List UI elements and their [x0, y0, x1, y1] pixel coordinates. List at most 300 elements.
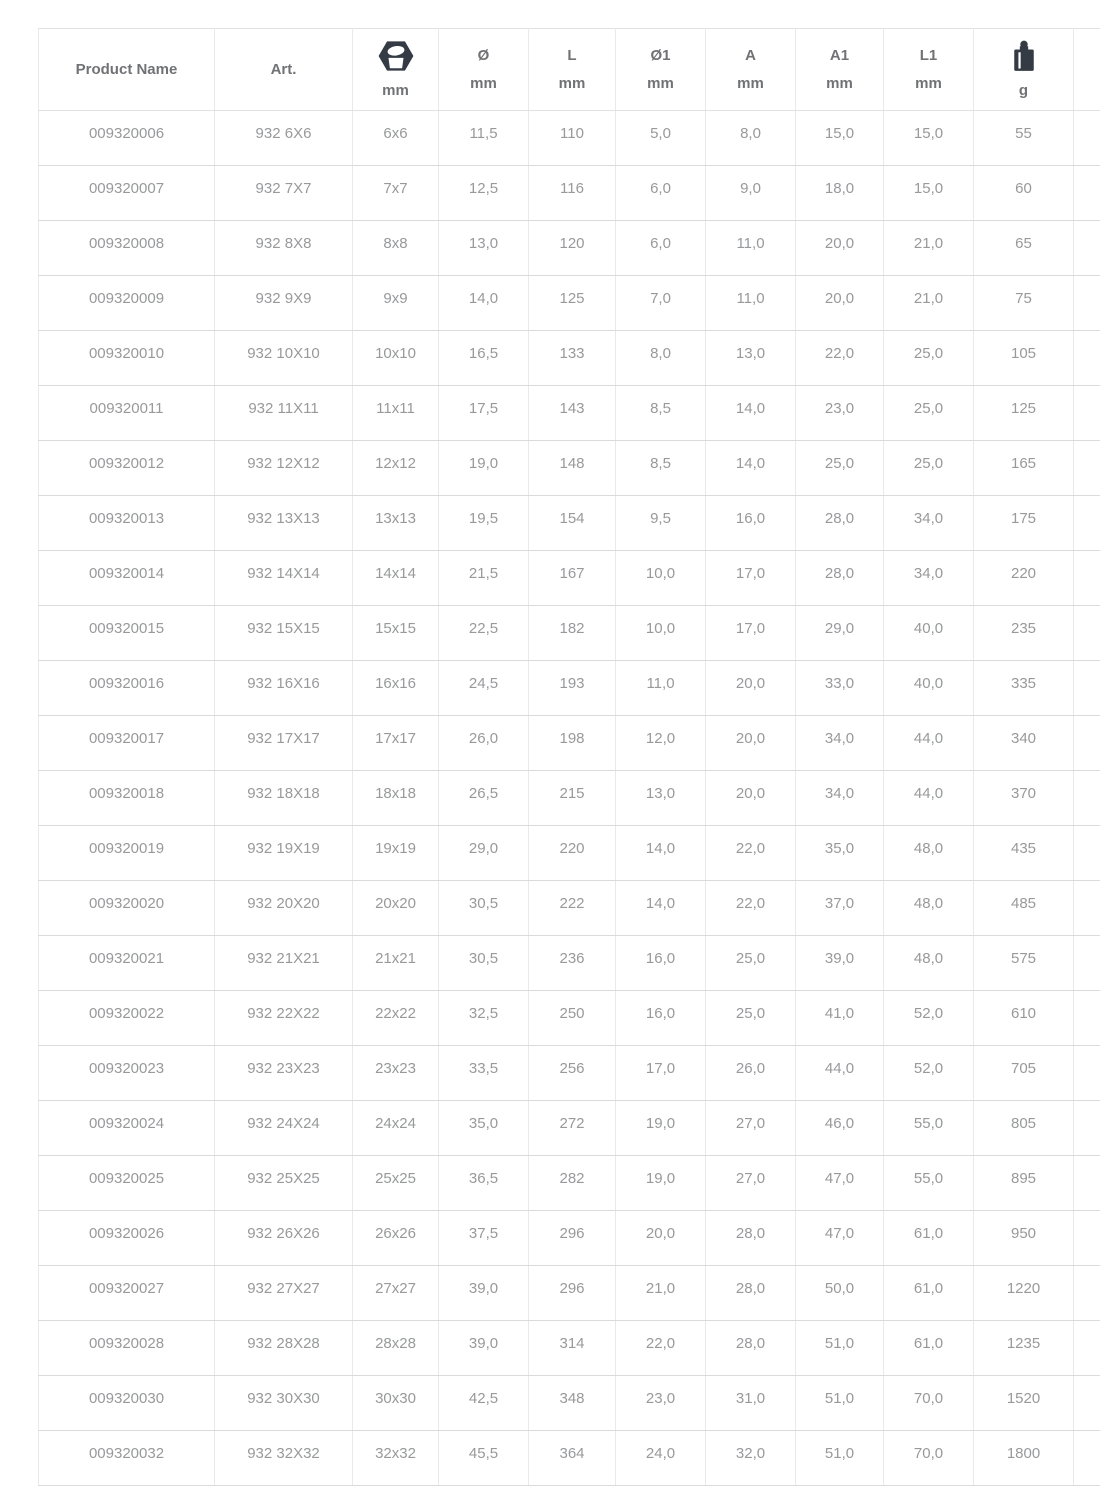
cell-l1: 48,0 [884, 826, 974, 881]
cell-cutoff [1074, 331, 1100, 386]
cell-product: 009320006 [39, 111, 215, 166]
cell-l1: 55,0 [884, 1156, 974, 1211]
cell-a1: 15,0 [796, 111, 884, 166]
cell-l: 222 [529, 881, 616, 936]
cell-product: 009320021 [39, 936, 215, 991]
cell-cutoff [1074, 936, 1100, 991]
cell-a1: 51,0 [796, 1321, 884, 1376]
col-header-diameter1 [616, 29, 706, 111]
col-label: A1 [829, 47, 850, 64]
cell-art: 932 11X11 [215, 386, 353, 441]
table-row [39, 1101, 1100, 1156]
table-row [39, 826, 1100, 881]
cell-product: 009320013 [39, 496, 215, 551]
cell-weight: 105 [974, 331, 1074, 386]
cell-weight: 165 [974, 441, 1074, 496]
cell-a: 28,0 [706, 1321, 796, 1376]
cell-product: 009320030 [39, 1376, 215, 1431]
cell-product: 009320019 [39, 826, 215, 881]
cell-weight: 60 [974, 166, 1074, 221]
cell-d: 17,5 [439, 386, 529, 441]
cell-a1: 47,0 [796, 1156, 884, 1211]
cell-l1: 61,0 [884, 1211, 974, 1266]
cell-l: 236 [529, 936, 616, 991]
cell-product: 009320009 [39, 276, 215, 331]
cell-d: 30,5 [439, 881, 529, 936]
cell-hex: 15x15 [353, 606, 439, 661]
table-row [39, 276, 1100, 331]
cell-cutoff [1074, 771, 1100, 826]
cell-art: 932 17X17 [215, 716, 353, 771]
cell-l: 182 [529, 606, 616, 661]
cell-l: 193 [529, 661, 616, 716]
cell-a1: 25,0 [796, 441, 884, 496]
cell-d: 42,5 [439, 1376, 529, 1431]
cell-art: 932 6X6 [215, 111, 353, 166]
cell-hex: 21x21 [353, 936, 439, 991]
col-header-a1 [796, 29, 884, 111]
cell-hex: 9x9 [353, 276, 439, 331]
cell-art: 932 30X30 [215, 1376, 353, 1431]
product-spec-table [38, 28, 1100, 1486]
cell-weight: 1235 [974, 1321, 1074, 1376]
cell-a1: 50,0 [796, 1266, 884, 1321]
cell-cutoff [1074, 716, 1100, 771]
cell-hex: 12x12 [353, 441, 439, 496]
cell-d1: 12,0 [616, 716, 706, 771]
cell-l: 148 [529, 441, 616, 496]
table-row [39, 166, 1100, 221]
cell-hex: 11x11 [353, 386, 439, 441]
col-header-length [529, 29, 616, 111]
cell-a: 8,0 [706, 111, 796, 166]
cell-cutoff [1074, 1101, 1100, 1156]
cell-cutoff [1074, 1046, 1100, 1101]
cell-art: 932 18X18 [215, 771, 353, 826]
cell-a: 9,0 [706, 166, 796, 221]
cell-product: 009320026 [39, 1211, 215, 1266]
cell-cutoff [1074, 166, 1100, 221]
cell-l1: 40,0 [884, 606, 974, 661]
cell-a1: 47,0 [796, 1211, 884, 1266]
cell-hex: 19x19 [353, 826, 439, 881]
col-unit: mm [558, 75, 586, 92]
cell-d1: 22,0 [616, 1321, 706, 1376]
cell-d: 35,0 [439, 1101, 529, 1156]
cell-hex: 28x28 [353, 1321, 439, 1376]
cell-l: 348 [529, 1376, 616, 1431]
cell-a: 14,0 [706, 441, 796, 496]
table-row [39, 771, 1100, 826]
cell-weight: 340 [974, 716, 1074, 771]
cell-l1: 61,0 [884, 1266, 974, 1321]
hex-socket-icon [377, 40, 415, 72]
col-header-a [706, 29, 796, 111]
cell-hex: 17x17 [353, 716, 439, 771]
cell-weight: 65 [974, 221, 1074, 276]
cell-l1: 70,0 [884, 1431, 974, 1486]
cell-l: 215 [529, 771, 616, 826]
cell-l1: 61,0 [884, 1321, 974, 1376]
cell-l1: 34,0 [884, 496, 974, 551]
cell-product: 009320011 [39, 386, 215, 441]
cell-art: 932 25X25 [215, 1156, 353, 1211]
col-label: L1 [919, 47, 938, 64]
cell-l1: 52,0 [884, 991, 974, 1046]
cell-l1: 15,0 [884, 166, 974, 221]
cell-product: 009320028 [39, 1321, 215, 1376]
cell-hex: 23x23 [353, 1046, 439, 1101]
cell-hex: 16x16 [353, 661, 439, 716]
cell-l1: 70,0 [884, 1376, 974, 1431]
cell-l: 220 [529, 826, 616, 881]
cell-product: 009320010 [39, 331, 215, 386]
cell-product: 009320024 [39, 1101, 215, 1156]
cell-cutoff [1074, 1376, 1100, 1431]
cell-cutoff [1074, 606, 1100, 661]
cell-a1: 51,0 [796, 1431, 884, 1486]
cell-cutoff [1074, 881, 1100, 936]
cell-hex: 25x25 [353, 1156, 439, 1211]
cell-weight: 610 [974, 991, 1074, 1046]
cell-art: 932 10X10 [215, 331, 353, 386]
cell-a1: 51,0 [796, 1376, 884, 1431]
col-header-hex-size [353, 29, 439, 111]
cell-product: 009320018 [39, 771, 215, 826]
cell-hex: 32x32 [353, 1431, 439, 1486]
cell-d1: 8,5 [616, 441, 706, 496]
cell-l1: 34,0 [884, 551, 974, 606]
cell-d1: 10,0 [616, 606, 706, 661]
cell-a: 20,0 [706, 716, 796, 771]
cell-product: 009320025 [39, 1156, 215, 1211]
cell-l1: 52,0 [884, 1046, 974, 1101]
cell-l: 125 [529, 276, 616, 331]
cell-a1: 23,0 [796, 386, 884, 441]
cell-weight: 1220 [974, 1266, 1074, 1321]
cell-d1: 7,0 [616, 276, 706, 331]
cell-l: 120 [529, 221, 616, 276]
cell-art: 932 20X20 [215, 881, 353, 936]
cell-cutoff [1074, 441, 1100, 496]
cell-product: 009320017 [39, 716, 215, 771]
cell-d1: 6,0 [616, 221, 706, 276]
cell-l1: 25,0 [884, 386, 974, 441]
col-header-cutoff [1074, 29, 1100, 111]
cell-a1: 34,0 [796, 771, 884, 826]
table-body [39, 111, 1100, 1486]
cell-product: 009320014 [39, 551, 215, 606]
cell-cutoff [1074, 111, 1100, 166]
cell-a: 20,0 [706, 661, 796, 716]
cell-d1: 8,0 [616, 331, 706, 386]
cell-cutoff [1074, 991, 1100, 1046]
cell-hex: 30x30 [353, 1376, 439, 1431]
cell-a: 11,0 [706, 276, 796, 331]
cell-d: 37,5 [439, 1211, 529, 1266]
cell-product: 009320023 [39, 1046, 215, 1101]
cell-a: 31,0 [706, 1376, 796, 1431]
cell-a: 28,0 [706, 1266, 796, 1321]
cell-weight: 370 [974, 771, 1074, 826]
cell-art: 932 12X12 [215, 441, 353, 496]
cell-weight: 55 [974, 111, 1074, 166]
cell-art: 932 32X32 [215, 1431, 353, 1486]
cell-a1: 41,0 [796, 991, 884, 1046]
cell-cutoff [1074, 496, 1100, 551]
cell-art: 932 7X7 [215, 166, 353, 221]
cell-art: 932 13X13 [215, 496, 353, 551]
cell-cutoff [1074, 1156, 1100, 1211]
cell-hex: 10x10 [353, 331, 439, 386]
cell-l: 133 [529, 331, 616, 386]
cell-cutoff [1074, 1211, 1100, 1266]
cell-weight: 485 [974, 881, 1074, 936]
cell-a: 26,0 [706, 1046, 796, 1101]
col-header-l1 [884, 29, 974, 111]
table-row [39, 991, 1100, 1046]
cell-a: 27,0 [706, 1156, 796, 1211]
cell-l1: 55,0 [884, 1101, 974, 1156]
cell-d1: 8,5 [616, 386, 706, 441]
cell-l1: 40,0 [884, 661, 974, 716]
cell-l: 314 [529, 1321, 616, 1376]
cell-d: 21,5 [439, 551, 529, 606]
col-unit: mm [915, 75, 942, 92]
header-row [39, 29, 1100, 111]
cell-d: 16,5 [439, 331, 529, 386]
cell-product: 009320016 [39, 661, 215, 716]
cell-d1: 13,0 [616, 771, 706, 826]
cell-a1: 22,0 [796, 331, 884, 386]
cell-a: 32,0 [706, 1431, 796, 1486]
cell-art: 932 26X26 [215, 1211, 353, 1266]
cell-a: 13,0 [706, 331, 796, 386]
cell-l: 167 [529, 551, 616, 606]
cell-l: 143 [529, 386, 616, 441]
table-row [39, 606, 1100, 661]
cell-a1: 28,0 [796, 551, 884, 606]
cell-a: 16,0 [706, 496, 796, 551]
cell-art: 932 23X23 [215, 1046, 353, 1101]
cell-hex: 14x14 [353, 551, 439, 606]
col-header-diameter [439, 29, 529, 111]
cell-product: 009320027 [39, 1266, 215, 1321]
cell-l: 198 [529, 716, 616, 771]
cell-d1: 6,0 [616, 166, 706, 221]
table-row [39, 661, 1100, 716]
cell-a: 27,0 [706, 1101, 796, 1156]
cell-cutoff [1074, 1266, 1100, 1321]
table-row [39, 1376, 1100, 1431]
col-label: Product Name [75, 61, 178, 78]
cell-a: 22,0 [706, 826, 796, 881]
col-header-art [215, 29, 353, 111]
cell-hex: 20x20 [353, 881, 439, 936]
cell-d1: 16,0 [616, 936, 706, 991]
weight-icon [1011, 40, 1037, 72]
cell-hex: 8x8 [353, 221, 439, 276]
cell-art: 932 8X8 [215, 221, 353, 276]
table-row [39, 1431, 1100, 1486]
col-unit: mm [737, 75, 764, 92]
cell-d1: 17,0 [616, 1046, 706, 1101]
cell-a1: 34,0 [796, 716, 884, 771]
cell-art: 932 28X28 [215, 1321, 353, 1376]
cell-d: 13,0 [439, 221, 529, 276]
cell-d1: 19,0 [616, 1156, 706, 1211]
table-row [39, 441, 1100, 496]
cell-weight: 220 [974, 551, 1074, 606]
cell-a1: 29,0 [796, 606, 884, 661]
cell-l: 154 [529, 496, 616, 551]
cell-l: 296 [529, 1266, 616, 1321]
cell-l: 296 [529, 1211, 616, 1266]
cell-d: 32,5 [439, 991, 529, 1046]
cell-cutoff [1074, 826, 1100, 881]
table-row [39, 496, 1100, 551]
col-header-product-name [39, 29, 215, 111]
cell-a: 25,0 [706, 991, 796, 1046]
cell-art: 932 22X22 [215, 991, 353, 1046]
cell-hex: 22x22 [353, 991, 439, 1046]
cell-l: 116 [529, 166, 616, 221]
product-spec-table-wrap [38, 28, 1100, 1486]
table-row [39, 936, 1100, 991]
table-row [39, 1156, 1100, 1211]
table-row [39, 1046, 1100, 1101]
cell-weight: 895 [974, 1156, 1074, 1211]
cell-art: 932 19X19 [215, 826, 353, 881]
cell-a1: 20,0 [796, 276, 884, 331]
cell-weight: 235 [974, 606, 1074, 661]
cell-weight: 435 [974, 826, 1074, 881]
cell-product: 009320020 [39, 881, 215, 936]
col-unit: g [1018, 81, 1029, 99]
cell-d: 39,0 [439, 1321, 529, 1376]
col-label: L [567, 47, 577, 64]
cell-a1: 39,0 [796, 936, 884, 991]
cell-l1: 44,0 [884, 716, 974, 771]
col-label: Ø1 [650, 47, 671, 64]
cell-d1: 10,0 [616, 551, 706, 606]
cell-a1: 37,0 [796, 881, 884, 936]
cell-d1: 11,0 [616, 661, 706, 716]
cell-hex: 18x18 [353, 771, 439, 826]
cell-cutoff [1074, 276, 1100, 331]
cell-product: 009320015 [39, 606, 215, 661]
table-row [39, 1321, 1100, 1376]
cell-cutoff [1074, 386, 1100, 441]
cell-weight: 335 [974, 661, 1074, 716]
cell-d1: 14,0 [616, 826, 706, 881]
cell-d: 45,5 [439, 1431, 529, 1486]
cell-d: 26,0 [439, 716, 529, 771]
cell-cutoff [1074, 221, 1100, 276]
cell-a1: 20,0 [796, 221, 884, 276]
cell-d: 19,5 [439, 496, 529, 551]
cell-l1: 15,0 [884, 111, 974, 166]
cell-cutoff [1074, 1431, 1100, 1486]
cell-d1: 19,0 [616, 1101, 706, 1156]
col-header-weight [974, 29, 1074, 111]
cell-a1: 33,0 [796, 661, 884, 716]
cell-a: 25,0 [706, 936, 796, 991]
cell-art: 932 21X21 [215, 936, 353, 991]
cell-d1: 23,0 [616, 1376, 706, 1431]
col-unit: mm [382, 81, 409, 99]
cell-d1: 21,0 [616, 1266, 706, 1321]
cell-d1: 24,0 [616, 1431, 706, 1486]
table-row [39, 551, 1100, 606]
cell-d: 24,5 [439, 661, 529, 716]
cell-product: 009320007 [39, 166, 215, 221]
cell-art: 932 9X9 [215, 276, 353, 331]
cell-hex: 13x13 [353, 496, 439, 551]
cell-product: 009320008 [39, 221, 215, 276]
cell-weight: 125 [974, 386, 1074, 441]
cell-a: 17,0 [706, 551, 796, 606]
cell-hex: 6x6 [353, 111, 439, 166]
cell-d: 29,0 [439, 826, 529, 881]
cell-d: 26,5 [439, 771, 529, 826]
col-unit: mm [470, 75, 497, 92]
cell-product: 009320032 [39, 1431, 215, 1486]
cell-l: 282 [529, 1156, 616, 1211]
cell-l: 110 [529, 111, 616, 166]
cell-cutoff [1074, 551, 1100, 606]
cell-art: 932 27X27 [215, 1266, 353, 1321]
cell-art: 932 14X14 [215, 551, 353, 606]
table-header [39, 29, 1100, 111]
cell-d: 39,0 [439, 1266, 529, 1321]
cell-a: 17,0 [706, 606, 796, 661]
cell-a1: 35,0 [796, 826, 884, 881]
cell-art: 932 16X16 [215, 661, 353, 716]
cell-d: 36,5 [439, 1156, 529, 1211]
cell-weight: 950 [974, 1211, 1074, 1266]
cell-weight: 175 [974, 496, 1074, 551]
cell-a1: 46,0 [796, 1101, 884, 1156]
col-label: A [745, 47, 756, 64]
cell-art: 932 15X15 [215, 606, 353, 661]
cell-a1: 44,0 [796, 1046, 884, 1101]
table-row [39, 1211, 1100, 1266]
cell-hex: 27x27 [353, 1266, 439, 1321]
table-row [39, 716, 1100, 771]
cell-l1: 25,0 [884, 441, 974, 496]
cell-l: 250 [529, 991, 616, 1046]
cell-l1: 21,0 [884, 221, 974, 276]
cell-d: 12,5 [439, 166, 529, 221]
cell-a: 22,0 [706, 881, 796, 936]
cell-weight: 1800 [974, 1431, 1074, 1486]
cell-l: 364 [529, 1431, 616, 1486]
cell-d: 30,5 [439, 936, 529, 991]
table-row [39, 881, 1100, 936]
col-label: Art. [270, 61, 297, 78]
cell-product: 009320022 [39, 991, 215, 1046]
col-unit: mm [826, 75, 853, 92]
cell-weight: 1520 [974, 1376, 1074, 1431]
cell-product: 009320012 [39, 441, 215, 496]
cell-weight: 575 [974, 936, 1074, 991]
cell-weight: 805 [974, 1101, 1074, 1156]
cell-d1: 20,0 [616, 1211, 706, 1266]
cell-l1: 44,0 [884, 771, 974, 826]
cell-d1: 5,0 [616, 111, 706, 166]
cell-d1: 16,0 [616, 991, 706, 1046]
